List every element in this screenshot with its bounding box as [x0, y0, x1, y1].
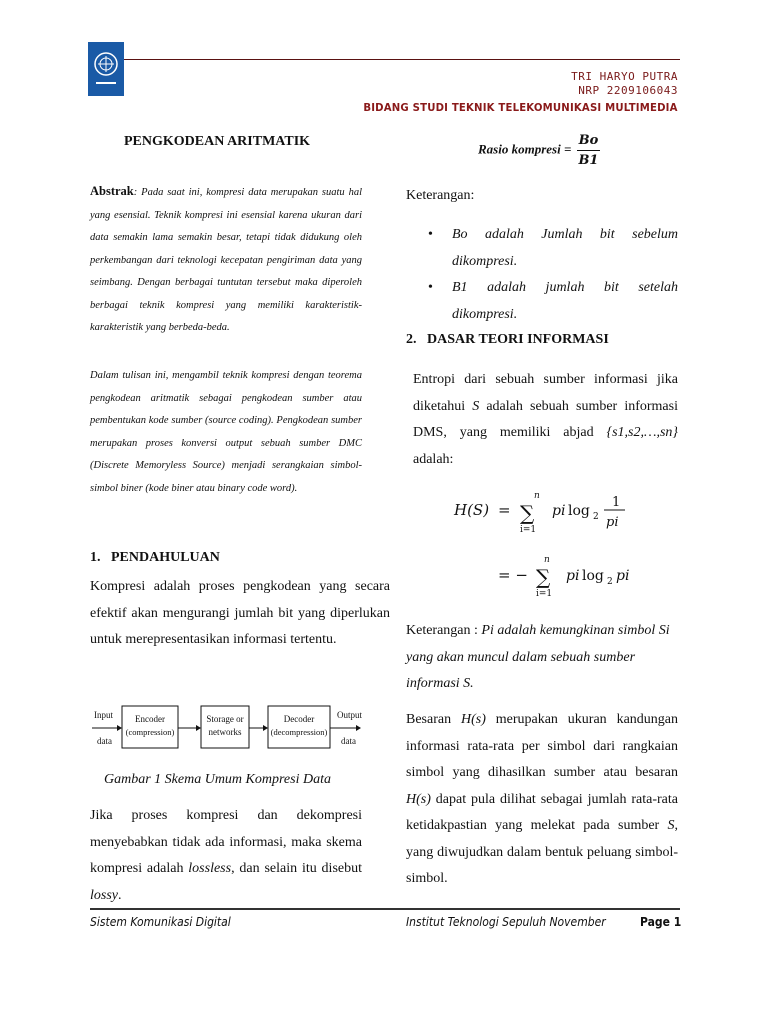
decoder-label: Decoder [283, 714, 315, 724]
abstract-paragraph-1 [90, 180, 362, 340]
hs-text-c: dapat pula dilihat sebagai jumlah rata-rata ketidakpastian yang melekat pada sumber [406, 791, 678, 833]
author-name: TRI HARYO PUTRA [571, 70, 678, 83]
sum-top-1: n [534, 491, 540, 501]
ratio-bullet-list [428, 222, 678, 328]
formula-log-base-2: 2 [607, 577, 613, 587]
formula-equals-1: = [498, 501, 511, 519]
footer-page-number: Page 1 [640, 915, 682, 929]
compression-ratio-formula [478, 133, 600, 168]
decoder-sub: (decompression) [270, 727, 328, 737]
ratio-label: Rasio kompresi = [478, 141, 572, 157]
term-hs: H(s) [460, 712, 486, 727]
section-1-paragraph-1: Kompresi adalah proses pengkodean yang secara efektif akan mengurangi jumlah bit yang diperlukan untuk merepresentasikan informasi tertentu. [90, 579, 390, 647]
term-s: S [667, 818, 675, 833]
abstract-label: Abstrak [90, 184, 134, 198]
encoder-label: Encoder [135, 714, 165, 724]
footer-institution: Institut Teknologi Sepuluh November [406, 915, 606, 929]
para2-text-b: , dan selain itu disebut [231, 861, 362, 876]
formula-p-i-2: pi [566, 568, 580, 584]
figure-caption: Gambar 1 Skema Umum Kompresi Data [104, 772, 331, 787]
keterangan-label: Keterangan: [406, 188, 475, 203]
term-lossless: lossless [188, 861, 232, 876]
frac-num: 1 [612, 495, 621, 510]
paper-title: PENGKODEAN ARITMATIK [124, 134, 311, 149]
entropy-text-c: adalah: [413, 451, 454, 467]
sum-top-2: n [544, 555, 550, 565]
section-2-paragraph-1 [413, 367, 678, 473]
ratio-denominator: B1 [578, 153, 599, 168]
term-lossy: lossy [90, 887, 118, 903]
storage-label: Storage or [206, 714, 244, 724]
entropy-formula [440, 480, 680, 610]
alphabet-set: {s1,s2,…,sn} [606, 425, 678, 440]
storage-sub: networks [208, 727, 242, 737]
entropy-text-b: adalah sebuah sumber informasi DMS, yang memiliki abjad [413, 398, 678, 440]
hs-text-a: Besaran [406, 712, 461, 727]
ratio-fraction [577, 133, 601, 168]
sum-bottom-2: i=1 [536, 589, 553, 599]
formula-lhs: H(S) [454, 501, 490, 519]
formula-log-1: log [568, 503, 590, 519]
formula-p-i-1: pi [552, 503, 566, 519]
frac-den: pi [606, 515, 619, 530]
sum-sign-1: ∑ [520, 501, 535, 525]
abstract-text-1: : Pada saat ini, kompresi data merupakan suatu hal yang esensial. Teknik kompresi ini esensial karena ukuran dari data semakin lama semakin besar, tetapi tidak didukung oleh perkembangan dari teknologi kecepatan pengiriman data yang seimbang. Dengan berbagai tuntutan tersebut maka diperoleh berbagai teknik kompresi yang memiliki karakteristik-karakteristik yang berbeda-beda. [90, 187, 362, 333]
encoder-sub: (compression) [125, 727, 175, 737]
footer-course: Sistem Komunikasi Digital [90, 915, 231, 929]
section-2-paragraph-2 [406, 707, 678, 893]
diagram-input-label: Input [94, 710, 113, 720]
sum-sign-2: ∑ [536, 565, 551, 589]
formula-equals-2: = − [498, 566, 528, 584]
section-2-heading: 2. DASAR TEORI INFORMASI [406, 332, 609, 347]
para2-text-c: . [118, 887, 122, 903]
hs-text-d: , yang diwujudkan dalam bentuk peluang simbol-simbol. [406, 818, 678, 886]
diagram-output-sub: data [341, 736, 356, 746]
institution-logo [88, 42, 124, 96]
para2-text-a: Jika proses kompresi dan dekompresi menyebabkan tidak ada informasi, maka skema kompresi adalah [90, 808, 362, 876]
keterangan-text: Pi adalah kemungkinan simbol Si yang akan muncul dalam sebuah sumber informasi S. [406, 623, 670, 691]
entropy-text-a: Entropi dari sebuah sumber informasi jika diketahui [413, 372, 678, 414]
bullet-item: • B1 adalah jumlah bit setelah dikompresi. [428, 275, 678, 328]
compression-diagram [92, 700, 372, 760]
formula-keterangan [406, 618, 681, 698]
section-1-paragraph-2 [90, 803, 362, 909]
author-nrp: NRP 2209106043 [578, 84, 678, 97]
footer-rule [90, 908, 680, 910]
formula-log-base-1: 2 [593, 512, 599, 522]
diagram-input-sub: data [97, 736, 112, 746]
formula-log-2: log [582, 568, 604, 584]
diagram-output-label: Output [337, 710, 363, 720]
bullet-item: • Bo adalah Jumlah bit sebelum dikompresi. [428, 222, 678, 275]
section-1-heading: 1. PENDAHULUAN [90, 550, 220, 565]
author-block [571, 70, 678, 98]
header-rule [124, 59, 680, 60]
ratio-numerator: Bo [577, 133, 601, 151]
term-hs-2: H(s) [406, 791, 431, 807]
abstract-paragraph-2: Dalam tulisan ini, mengambil teknik kompresi dengan teorema pengkodean aritmatik sebagai pengkodean sumber atau pembentukan kode sumber (source coding). Pengkodean sumber merupakan proses konversi output sebuah sumber DMC (Discrete Memoryless Source) menjadi serangkaian simbol-simbol biner (kode biner atau binary code word). [90, 370, 362, 494]
symbol-s: S [472, 398, 480, 414]
department-title: BIDANG STUDI TEKNIK TELEKOMUNIKASI MULTIMEDIA [363, 101, 678, 114]
keterangan-label-2: Keterangan : [406, 623, 482, 638]
sum-bottom-1: i=1 [520, 525, 537, 535]
hs-text-b: merupakan ukuran kandungan informasi rata-rata per simbol dari rangkaian simbol yang dihasilkan sumber atau besaran [406, 712, 678, 780]
formula-p-i-3: pi [616, 568, 630, 584]
